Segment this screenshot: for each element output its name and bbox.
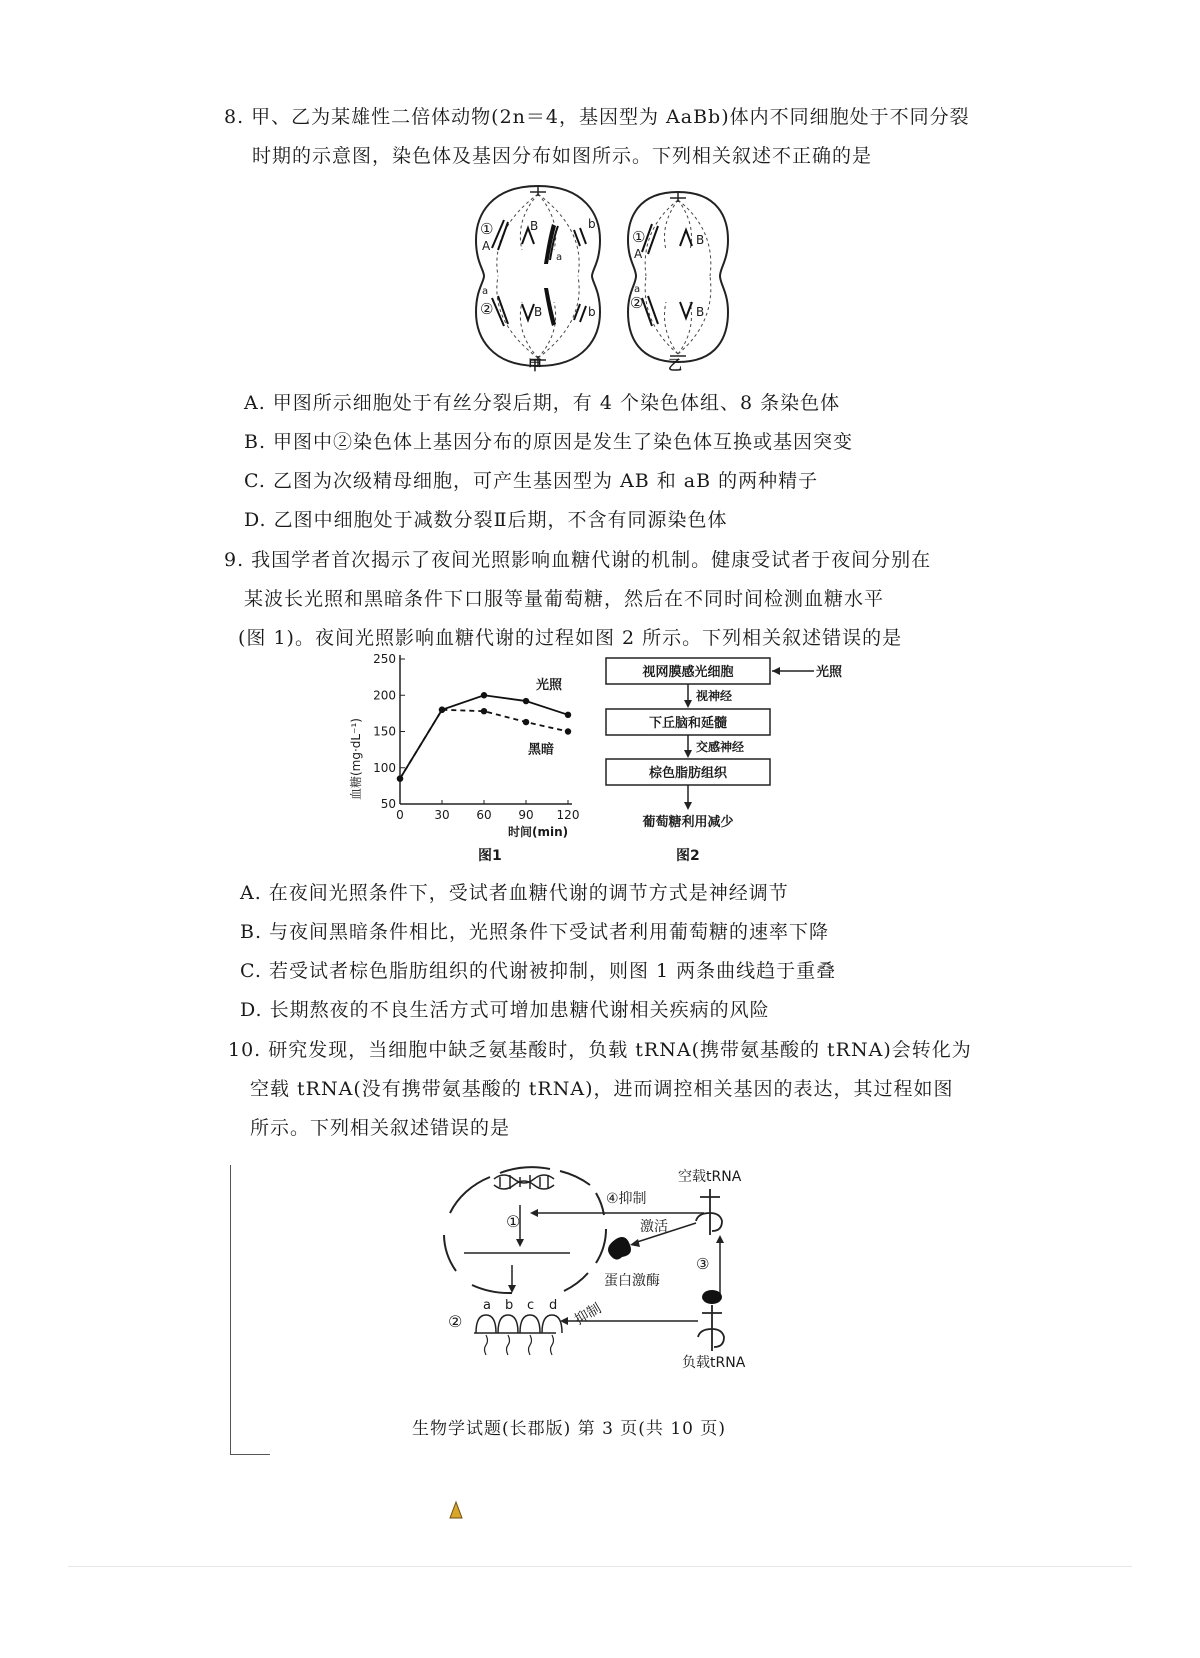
cell-yi-outline [628,192,728,362]
q9-option-a: A. 在夜间光照条件下，受试者血糖代谢的调节方式是神经调节 [240,882,789,904]
inhibit-4-label: ④抑制 [606,1191,647,1207]
binding-margin-corner [230,1454,270,1455]
data-point-light [565,712,571,718]
jia-marker-2: ② [480,300,494,318]
data-point-dark [439,707,445,713]
jia-gene-B-top: B [530,219,539,233]
q8-cell-figure [470,180,740,375]
yi-gene-B-top: B [696,233,705,247]
series-label-light: 光照 [536,678,563,694]
box-hypothalamus-label: 下丘脑和延髓 [648,716,728,731]
jia-gene-a-top: a [556,252,563,263]
empty-trna-label: 空载tRNA [678,1169,742,1185]
q10-stem-line3: 所示。下列相关叙述错误的是 [250,1117,511,1139]
y-tick-label: 100 [373,760,396,775]
yi-marker-1: ① [632,228,646,246]
sympathetic-nerve-label: 交感神经 [696,740,745,754]
q9-stem-line1: 9. 我国学者首次揭示了夜间光照影响血糖代谢的机制。健康受试者于夜间分别在 [224,549,932,571]
q9-option-d: D. 长期熬夜的不良生活方式可增加患糖代谢相关疾病的风险 [240,999,770,1021]
footer-logo-icon [448,1500,464,1520]
x-tick-label: 90 [518,808,534,822]
ribosome-group [476,1298,562,1355]
light-input: 光照 [816,665,843,680]
box-retina-label: 视网膜感光细胞 [642,665,734,680]
jia-gene-b-bottom: b [588,305,596,319]
q8-option-a: A. 甲图所示细胞处于有丝分裂后期，有 4 个染色体组、8 条染色体 [244,392,841,414]
y-tick-label: 150 [373,724,396,739]
ribosome-a [476,1315,496,1333]
figure-2-flow-diagram [600,652,860,867]
step-1: ① [506,1212,521,1231]
loaded-trna-label: 负载tRNA [682,1355,746,1371]
ribosome-label-c: c [527,1298,535,1313]
yi-gene-B-bottom: B [696,305,705,319]
optic-nerve-label: 视神经 [696,689,733,703]
y-tick-label: 200 [373,688,396,703]
series-label-dark: 黑暗 [528,742,555,758]
figure-1-blood-glucose-chart [330,650,590,870]
yi-gene-A: A [634,247,643,261]
step-3: ③ [696,1255,710,1273]
inhibit-label: 抑制 [572,1300,605,1329]
q9-stem-line3: (图 1)。夜间光照影响血糖代谢的过程如图 2 所示。下列相关叙述错误的是 [238,627,903,649]
data-point-light [481,692,487,698]
q9-stem-line2: 某波长光照和黑暗条件下口服等量葡萄糖，然后在不同时间检测血糖水平 [244,588,885,610]
data-point-light [523,698,529,704]
protein-kinase-label: 蛋白激酶 [604,1273,660,1289]
q10-trna-regulation-figure [420,1155,780,1380]
y-tick-label: 250 [373,652,396,666]
q10-stem-line2: 空载 tRNA(没有携带氨基酸的 tRNA)，进而调控相关基因的表达，其过程如图 [250,1078,954,1100]
q9-option-c: C. 若受试者棕色脂肪组织的代谢被抑制，则图 1 两条曲线趋于重叠 [240,960,837,982]
peptide-chain [529,1335,532,1355]
q8-stem-line2: 时期的示意图，染色体及基因分布如图所示。下列相关叙述不正确的是 [252,145,873,167]
jia-gene-B-bottom: B [534,305,543,319]
protein-kinase-icon [608,1237,631,1260]
ribosome-c [520,1315,540,1333]
cell-jia-outline [476,186,600,366]
glucose-result-label: 葡萄糖利用减少 [642,815,734,830]
yi-marker-2: ② [630,294,644,312]
label-jia: 甲 [528,358,542,374]
q9-option-b: B. 与夜间黑暗条件相比，光照条件下受试者利用葡萄糖的速率下降 [240,921,830,943]
x-tick-label: 120 [556,808,580,822]
q8-stem-line1: 8. 甲、乙为某雄性二倍体动物(2n＝4，基因型为 AaBb)体内不同细胞处于不同分裂 [224,106,970,128]
ribosome-b [498,1315,518,1333]
box-brown-fat-label: 棕色脂肪组织 [648,766,728,781]
page-bottom-divider [68,1566,1132,1567]
x-tick-label: 60 [476,808,492,822]
activate-label: 激活 [640,1219,668,1235]
data-point-dark [523,719,529,725]
amino-acid-icon [702,1290,722,1304]
figure-1-caption: 图1 [478,848,502,864]
y-axis-label: 血糖(mg·dL⁻¹) [349,718,363,800]
peptide-chain [551,1335,554,1355]
x-axis-label: 时间(min) [508,825,569,839]
empty-trna-icon [696,1189,722,1235]
page-footer: 生物学试题(长郡版) 第 3 页(共 10 页) [412,1419,726,1439]
step-2: ② [448,1312,463,1331]
figure-2-caption: 图2 [676,848,700,864]
ribosome-label-d: d [549,1298,558,1313]
ribosome-label-b: b [505,1298,514,1313]
yi-gene-a: a [634,284,641,295]
x-tick-label: 0 [396,808,404,822]
x-tick-label: 30 [434,808,450,822]
binding-margin-line [230,1165,231,1455]
q8-option-c: C. 乙图为次级精母细胞，可产生基因型为 AB 和 aB 的两种精子 [244,470,819,492]
ribosome-d [542,1315,562,1333]
q8-option-d: D. 乙图中细胞处于减数分裂Ⅱ后期，不含有同源染色体 [244,509,728,531]
data-point-dark [565,728,571,734]
q8-option-b: B. 甲图中②染色体上基因分布的原因是发生了染色体互换或基因突变 [244,431,854,453]
jia-marker-1: ① [480,220,494,238]
ribosome-label-a: a [483,1298,491,1313]
jia-gene-b-top: b [588,217,596,231]
peptide-chain [507,1335,510,1355]
data-point-dark [397,775,403,781]
peptide-chain [485,1335,488,1355]
loaded-trna-icon [698,1305,724,1351]
jia-gene-A: A [482,239,491,253]
q10-stem-line1: 10. 研究发现，当细胞中缺乏氨基酸时，负载 tRNA(携带氨基酸的 tRNA)会转化为 [228,1039,972,1061]
jia-gene-a-bottom: a [482,286,489,297]
label-yi: 乙 [668,358,682,374]
y-tick-label: 50 [380,797,396,811]
data-point-dark [481,708,487,714]
